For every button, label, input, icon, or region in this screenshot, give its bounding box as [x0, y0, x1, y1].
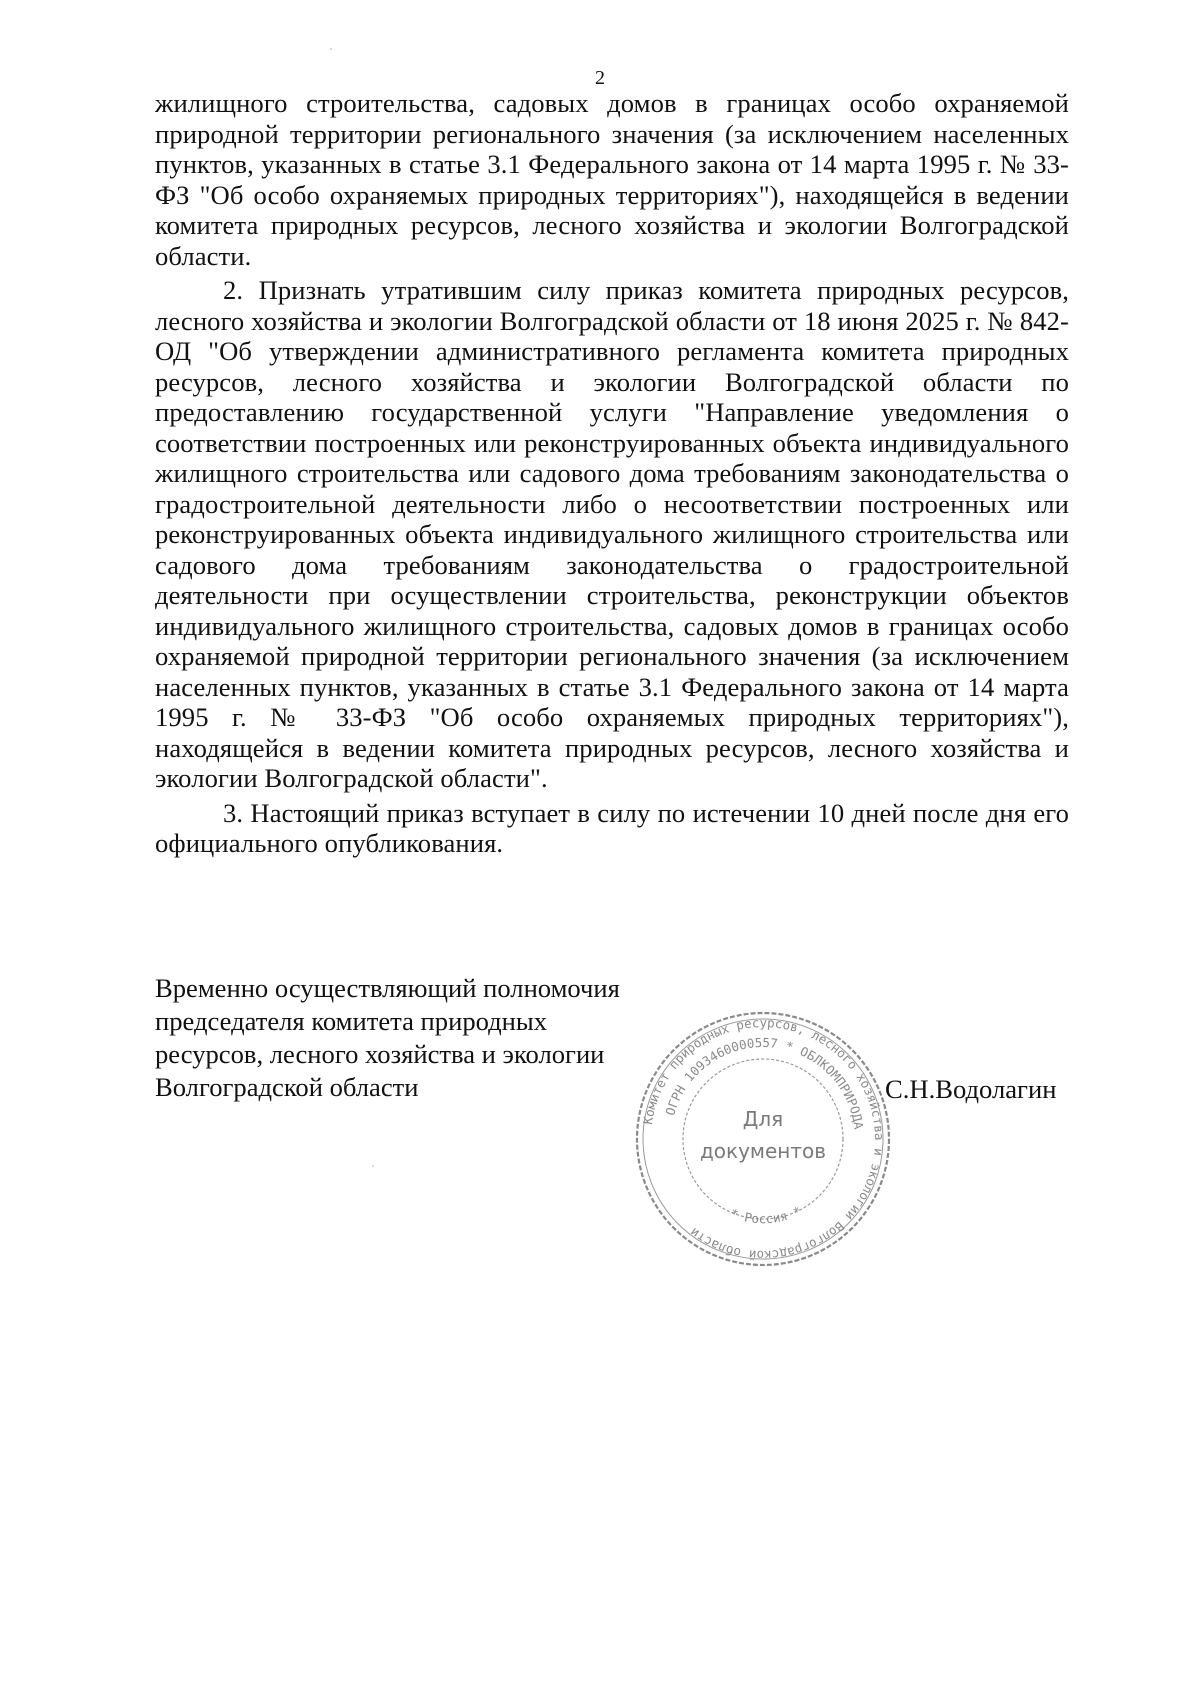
page-number: 2 — [595, 67, 605, 89]
seal-inner-line-1: Для — [742, 1107, 784, 1131]
signatory-position-line: председателя комитета природных — [155, 1006, 548, 1036]
seal-bottom-text: * Россия * — [728, 1203, 804, 1227]
seal-graphic — [632, 1008, 894, 1270]
signatory-position-line: ресурсов, лесного хозяйства и экологии — [155, 1039, 605, 1069]
seal-inner-line-2: документов — [699, 1139, 827, 1163]
paragraph-continuation: жилищного строительства, садовых домов в границах особо охраняемой природной территории регионального значения (за исключением населенных пунктов, указанных в статье 3.1 Федерального закона от 14 марта 1995 г. № 33-ФЗ "Об особо охраняемых природных территориях"), находящейся в ведении комитета природных ресурсов, лесного хозяйства и экологии Волгоградской области. — [155, 88, 1069, 271]
paragraph-item-3: 3. Настоящий приказ вступает в силу по истечении 10 дней после дня его официального опубликования. — [155, 797, 1069, 858]
official-seal-stamp — [632, 1008, 894, 1270]
seal-ring-text-inner: ОГРН 1093460000557 * ОБЛКОМПРИРОДА — [662, 1034, 867, 1131]
paragraph-item-2: 2. Признать утратившим силу приказ комитета природных ресурсов, лесного хозяйства и экологии Волгоградской области от 18 июня 2025 г. № 842-ОД "Об утверждении административного регламента комитета природных ресурсов, лесного хозяйства и экологии Волгоградской области по предоставлению государственной услуги "Направление уведомления о соответствии построенных или реконструированных объекта индивидуального жилищного строительства или садового дома требованиям законодательства о градостроительной деятельности либо о несоответствии построенных или реконструированных объекта индивидуального жилищного строительства или садового дома требованиям законодательства о градостроительной деятельности при осуществлении строительства, реконструкции объектов индивидуального жилищного строительства, садовых домов в границах особо охраняемой природной территории регионального значения (за исключением населенных пунктов, указанных в статье 3.1 Федерального закона от 14 марта 1995 г. № 33-ФЗ "Об особо охраняемых природных территориях"), находящейся в ведении комитета природных ресурсов, лесного хозяйства и экологии Волгоградской области". — [155, 275, 1069, 793]
signatory-position-line: Временно осуществляющий полномочия — [155, 973, 620, 1003]
document-body — [155, 88, 1069, 863]
scan-speck — [330, 48, 332, 50]
scan-speck — [372, 1165, 374, 1167]
signatory-position — [155, 972, 675, 1104]
signer-name: С.Н.Водолагин — [885, 1074, 1057, 1104]
signatory-position-line: Волгоградской области — [155, 1072, 419, 1102]
seal-ring-text-outer: Комитет природных ресурсов, лесного хозяйства и экологии Волгоградской области — [639, 1014, 888, 1264]
